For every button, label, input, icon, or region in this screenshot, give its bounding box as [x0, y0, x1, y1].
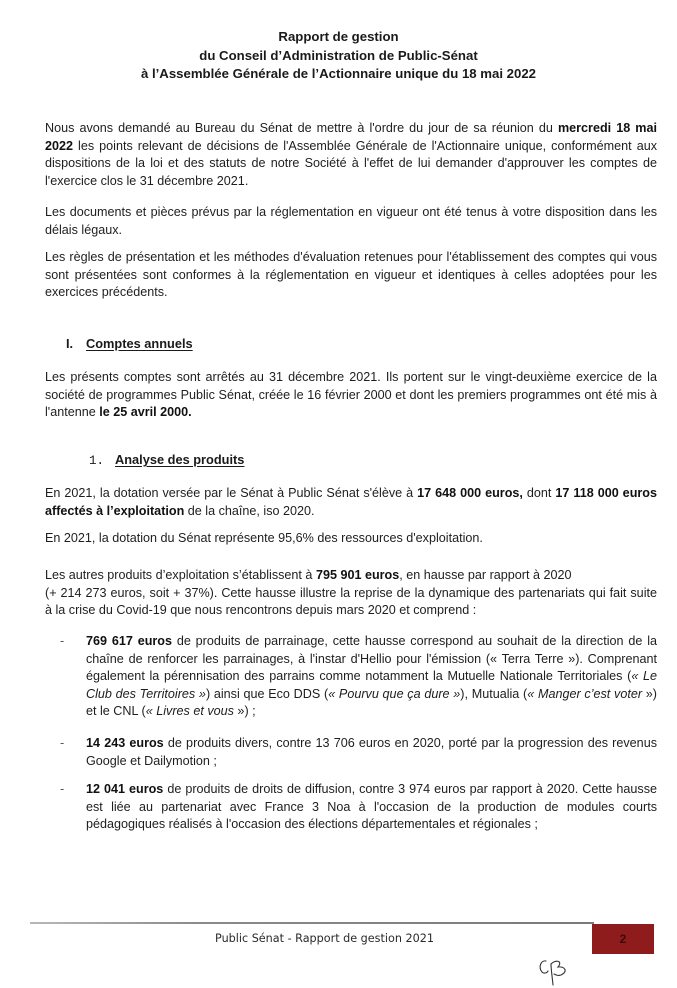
section-title: Comptes annuels	[86, 336, 193, 351]
meeting-date: mercredi 18 mai 2022	[45, 121, 657, 153]
list-item-parrainage: - 769 617 euros de produits de parrainage, cette hausse correspond au souhait de la direction de la chaîne de renforcer les parrainages, à l'instar d'Hellio pour l'émission (« Terra Terre »). Comprenant également la pérennisation des parrains comme notamment la Mutuelle Nationale Territoriales (« Le Club des Territoires ») ainsi que Eco DDS (« Pourvu que ça dure »), Mutualia (« Manger c’est voter ») et le CNL (« Livres et vous ») ;	[60, 634, 657, 719]
title-line-2: du Conseil d’Administration de Public-Sénat	[199, 47, 478, 63]
signature-initials-icon	[536, 955, 580, 987]
document-title	[0, 28, 677, 84]
footer-divider	[30, 922, 594, 924]
comptes-annuels-paragraph: Les présents comptes sont arrêtés au 31 décembre 2021. Ils portent sur le vingt-deuxième exercice de la société de programmes Public Sénat, créée le 16 février 2000 et dont les premiers programmes ont été mis à l'antenne le 25 avril 2000.	[45, 370, 657, 420]
bullet-dash: -	[60, 736, 65, 750]
intro-paragraph-1: Nous avons demandé au Bureau du Sénat de mettre à l'ordre du jour de sa réunion du mercredi 18 mai 2022 les points relevant de décisions de l'Assemblée Générale de l'Actionnaire unique, conformément aux dispositions de la loi et des statuts de notre Société à l'effet de lui demander d'approuver les comptes de l'exercice clos le 31 décembre 2021.	[45, 121, 657, 188]
footer-title: Public Sénat - Rapport de gestion 2021	[215, 932, 434, 945]
dotation-paragraph: En 2021, la dotation versée par le Sénat à Public Sénat s'élève à 17 648 000 euros, dont 17 118 000 euros affectés à l’exploitation de la chaîne, iso 2020.	[45, 486, 657, 518]
title-line-3: à l’Assemblée Générale de l’Actionnaire unique du 18 mai 2022	[140, 66, 537, 81]
section-heading-comptes-annuels	[66, 336, 193, 351]
list-item-droits-diffusion: - 12 041 euros de produits de droits de diffusion, contre 3 974 euros par rapport à 2020. Cette hausse est liée au partenariat avec France 3 Noa à l'occasion de la production de modules courts pédagogiques réalisés à l'occasion des élections départementales et régionales ;	[60, 782, 657, 832]
intro-paragraph-3: Les règles de présentation et les méthodes d'évaluation retenues pour l'établissement des comptes qui vous sont présentées sont conformes à la réglementation en vigueur et identiques à celles adoptées pour les exercices précédents.	[45, 250, 657, 300]
subsection-heading-analyse-produits	[89, 452, 244, 468]
other-products-paragraph: Les autres produits d’exploitation s’établissent à 795 901 euros, en hausse par rapport à 2020 (+ 214 273 euros, soit + 37%). Cette hausse illustre la reprise de la dynamique des partenariats qui fait suite à la crise du Covid-19 que nous rencontrons depuis mars 2020 et comprend :	[45, 568, 657, 618]
subsection-title: Analyse des produits	[115, 452, 245, 467]
bullet-dash: -	[60, 634, 65, 648]
subsection-number: 1.	[89, 454, 105, 468]
bullet-dash: -	[60, 782, 65, 796]
page-number: 2	[619, 932, 627, 946]
list-item-produits-divers: - 14 243 euros de produits divers, contre 13 706 euros en 2020, porté par la progression des revenus Google et Dailymotion ;	[60, 736, 657, 768]
dotation-share-paragraph: En 2021, la dotation du Sénat représente 95,6% des ressources d'exploitation.	[45, 531, 483, 545]
title-line-1: Rapport de gestion	[278, 29, 399, 44]
section-number: I.	[66, 336, 74, 351]
page-number-badge	[592, 924, 654, 954]
intro-paragraph-2: Les documents et pièces prévus par la réglementation en vigueur ont été tenus à votre disposition dans les délais légaux.	[45, 205, 657, 237]
